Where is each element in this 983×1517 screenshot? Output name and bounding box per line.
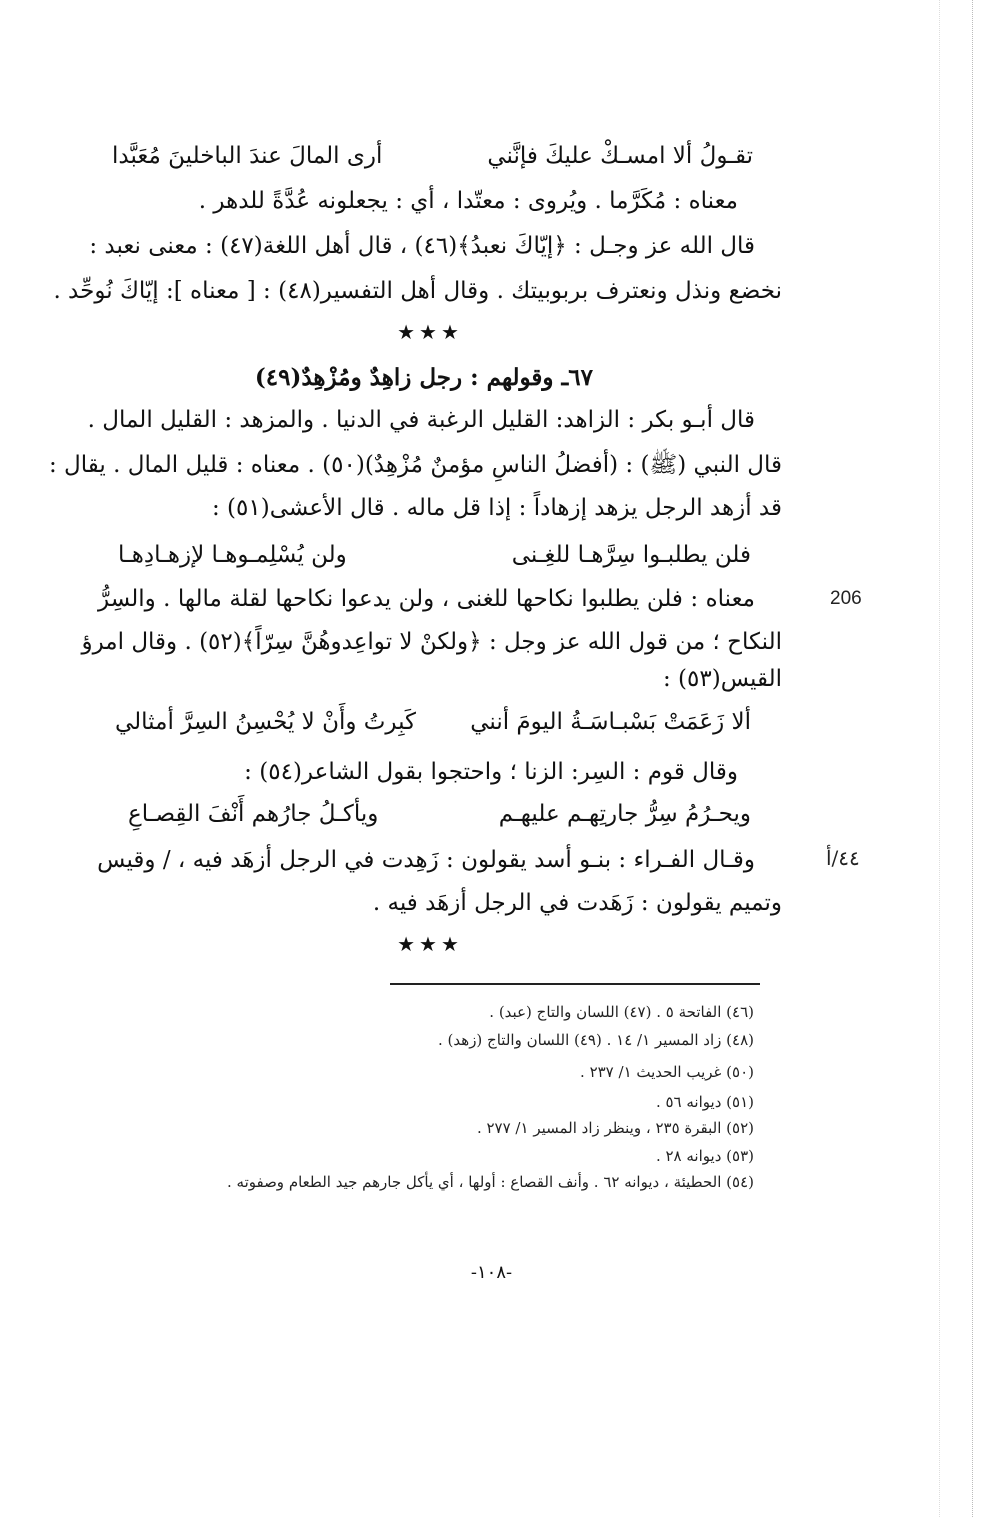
verse3-first-hemistich: ألا زَعَمَتْ بَسْبـاسَـةُ اليومَ أنني bbox=[470, 709, 751, 735]
page-number: -١٠٨- bbox=[470, 1262, 513, 1283]
verse1-first-hemistich: تقـولُ ألا امسـكْ عليكَ فإنَّني bbox=[487, 143, 753, 169]
footnote-line: (٤٦) الفاتحة ٥ . (٤٧) اللسان والتاج (عبد) . bbox=[489, 1003, 754, 1021]
verse1-second-hemistich: أرى المالَ عندَ الباخلينَ مُعَبَّدا bbox=[112, 143, 383, 169]
verse4-first-hemistich: ويحـرُمُ سِرُّ جارتِهـم عليهـم bbox=[498, 801, 751, 827]
footnote-line: (٥٠) غريب الحديث ١/ ٢٣٧ . bbox=[580, 1063, 754, 1081]
paragraph-line: وتميم يقولون : زَهَدت في الرجل أزهَد فيه . bbox=[372, 890, 782, 916]
paragraph-line: وقال قوم : السِر: الزنا ؛ واحتجوا بقول الشاعر(٥٤) : bbox=[244, 759, 738, 785]
verse2-first-hemistich: فلن يطلبـوا سِرَّهـا للغِـنى bbox=[511, 542, 751, 568]
paragraph-line: قال أبـو بكر : الزاهد: القليل الرغبة في الدنيا . والمزهد : القليل المال . bbox=[87, 407, 755, 433]
paragraph-line: القيس(٥٣) : bbox=[662, 666, 782, 692]
paragraph-line: وقـال الفـراء : بنـو أسد يقولون : زَهِدت في الرجل أزهَد فيه ، / وقيس bbox=[97, 847, 755, 873]
section-separator: ★★★ bbox=[397, 320, 463, 344]
paragraph-line: النكاح ؛ من قول الله عز وجل : ﴿ولكنْ لا تواعِدوهُنَّ سِرّاً﴾(٥٢) . وقال امرؤ bbox=[81, 629, 782, 655]
section-heading: ٦٧ـ وقولهم : رجل زاهِدٌ ومُزْهِدٌ(٤٩) bbox=[254, 364, 593, 391]
footnote-separator bbox=[390, 983, 760, 985]
footnote-line: (٥٤) الحطيئة ، ديوانه ٦٢ . وأنف القصاع : أولها ، أي يأكل جارهم جيد الطعام وصفوته . bbox=[226, 1173, 754, 1191]
footnote-line: (٥١) ديوانه ٥٦ . bbox=[655, 1093, 754, 1111]
margin-folio-marker: ٤٤/أ bbox=[826, 846, 860, 870]
scan-edge bbox=[971, 0, 973, 1517]
footnote-line: (٤٨) زاد المسير ١/ ١٤ . (٤٩) اللسان والتاج (زهد) . bbox=[438, 1031, 754, 1049]
footnote-line: (٥٢) البقرة ٢٣٥ ، وينظر زاد المسير ١/ ٢٧٧ . bbox=[476, 1119, 754, 1137]
verse2-second-hemistich: ولن يُسْلِمـوهـا لإزهـادِهـا bbox=[118, 542, 347, 568]
verse3-second-hemistich: كَبِرتُ وأَنْ لا يُحْسِنُ السِرَّ أمثالي bbox=[115, 709, 417, 735]
verse4-second-hemistich: ويأكـلُ جارُهم أَنْفَ القِصـاعِ bbox=[128, 801, 379, 827]
scan-edge-inner bbox=[938, 0, 940, 1517]
paragraph-line: قد أزهد الرجل يزهد إزهاداً : إذا قل ماله . قال الأعشى(٥١) : bbox=[211, 495, 782, 521]
section-separator: ★★★ bbox=[397, 932, 463, 956]
paragraph-line: نخضع ونذل ونعترف بربوبيتك . وقال أهل التفسير(٤٨) : [ معناه ]: إيّاكَ نُوحِّد . bbox=[53, 278, 782, 304]
paragraph-line: قال النبي (ﷺ) : (أفضلُ الناسِ مؤمنٌ مُزْهِدٌ)(٥٠) . معناه : قليل المال . يقال : bbox=[48, 452, 782, 478]
paragraph-line: قال الله عز وجـل : ﴿إيّاكَ نعبدُ﴾(٤٦) ، قال أهل اللغة(٤٧) : معنى نعبد : bbox=[89, 233, 755, 259]
footnote-line: (٥٣) ديوانه ٢٨ . bbox=[655, 1147, 754, 1165]
margin-page-reference: 206 bbox=[830, 588, 862, 609]
paragraph-line: معناه : فلن يطلبوا نكاحها للغنى ، ولن يدعوا نكاحها لقلة مالها . والسِرُّ bbox=[98, 586, 755, 612]
paragraph-line: معناه : مُكَرَّما . ويُروى : معتّدا ، أي : يجعلونه عُدَّةً للدهر . bbox=[198, 188, 738, 214]
